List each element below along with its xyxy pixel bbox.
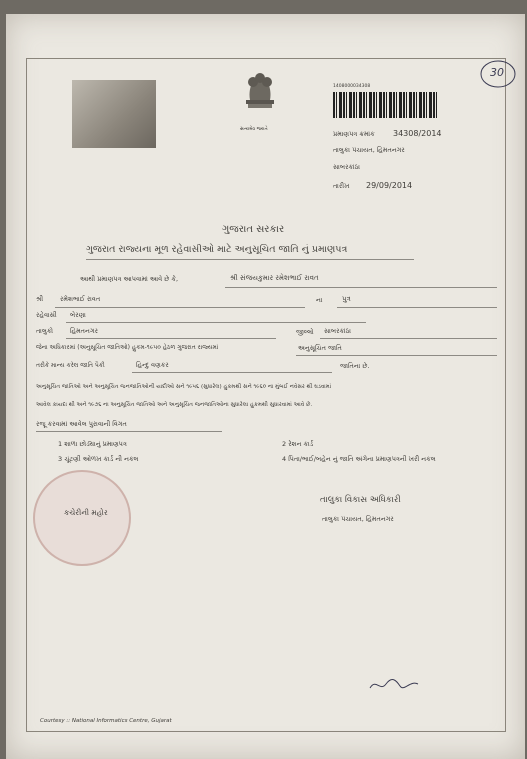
national-emblem-icon [236, 64, 284, 122]
certificate-title: ગુજરાત રાજ્યના મૂળ રહેવાસીઓ માટે અનુસૂચિત જાતિ નું પ્રમાણપત્ર [86, 244, 348, 255]
title-underline [86, 259, 414, 260]
taluka: હિંમતનગર [70, 327, 98, 335]
issue-date: 29/09/2014 [366, 181, 413, 190]
father-prefix: શ્રી [36, 295, 44, 303]
docs-heading-underline [36, 431, 222, 432]
date-label: તારીખ [333, 182, 350, 190]
village-line [66, 322, 366, 323]
holder-name: શ્રી સંજયકુમાર રમેશભાઈ રાવત [230, 274, 319, 282]
doc-item-4: 4 પિતા/ભાઈ/બહેન નું જાતિ અંગેના પ્રમાણપત્રની ખરી નકલ [282, 455, 436, 463]
relation-label: ના [316, 296, 323, 304]
caste: હિન્દુ વણકર [136, 361, 169, 369]
village: બેરણા [70, 311, 86, 319]
paragraph-line-2: આવેલ કાયદા થી અને ૧૯૭૬ ના અનુસૂચિત જાતિઓ અને અનુસૂચિત જનજાતિઓના સુધારેલા હુકમથી સુધારવામાં આવે છે. [36, 402, 313, 408]
doc-item-3: 3 ચૂંટણી ઓળખ કાર્ડ ની નકલ [58, 455, 139, 463]
courtesy-text: Courtesy :: National Informatics Centre, Gujarat [40, 718, 172, 724]
district-line: સાબરકાંઠા [333, 163, 360, 171]
seal-text: કચેરીની મહોર [64, 508, 108, 517]
cert-no: 34308/2014 [393, 129, 442, 138]
district: સાબરકાંઠા [324, 327, 351, 335]
intro-text: આથી પ્રમાણપત્ર આપવામાં આવે છે કે, [80, 275, 179, 283]
office-line: તાલુકા પંચાયત, હિંમતનગર [333, 146, 405, 154]
caste-line [132, 372, 332, 373]
certificate-border [26, 58, 506, 732]
handwritten-number: 30 [490, 66, 504, 79]
holder-name-line [225, 287, 497, 288]
father-name-line [55, 307, 305, 308]
signature-title: તાલુકા વિકાસ અધિકારી [320, 495, 401, 505]
docs-heading: રજૂ કરવામાં આવેલ પુરાવાની વિગત [36, 420, 127, 428]
signature-office: તાલુકા પંચાયત, હિંમતનગર [322, 515, 394, 523]
barcode-number: 1408000034308 [333, 84, 371, 89]
cert-no-label: પ્રમાણપત્ર ક્રમાંક [333, 130, 375, 138]
emblem-caption: સત્યમેવ જયતે [240, 127, 268, 132]
taluka-label: તાલુકો [36, 327, 54, 335]
doc-item-2: 2 રેશન કાર્ડ [282, 440, 314, 448]
village-label: રહેવાસી [36, 311, 57, 319]
category-line [296, 355, 497, 356]
caste-suffix: જાતિના છે. [340, 362, 370, 370]
order-text: જેના અધિકારમાં (અનુસૂચિત જાતિઓ) હુકમ-૧૯૫૦ હેઠળ ગુજરાત રાજ્યમાં [36, 344, 219, 351]
barcode [333, 92, 437, 118]
caste-intro: તરીકે માન્ય કરેલ જાતિ પૈકી [36, 362, 105, 369]
district-line [320, 338, 497, 339]
signature-scribble [368, 676, 420, 694]
relation: પુત્ર [342, 295, 351, 303]
paragraph-line-1: અનુસૂચિત જાતિઓ અને અનુસૂચિત જનજાતિઓની યાદીઓ સને ૧૯૫૬ (સુધારેલ) હુકમથી સને ૧૯૬૦ ના મુંબઈ નવેસર થી ઘડવામાં [36, 384, 332, 390]
doc-item-1: 1 શાળા છોડ્યાનું પ્રમાણપત્ર [58, 440, 127, 448]
district-label: જીલ્લો [296, 328, 314, 336]
government-title: ગુજરાત સરકાર [222, 224, 285, 235]
father-name: રમેશભાઈ રાવત [60, 295, 101, 303]
relation-line [337, 307, 497, 308]
office-seal [33, 470, 131, 566]
holder-photo [72, 80, 156, 148]
taluka-line [66, 338, 276, 339]
category: અનુસૂચિત જાતિ [298, 344, 342, 352]
